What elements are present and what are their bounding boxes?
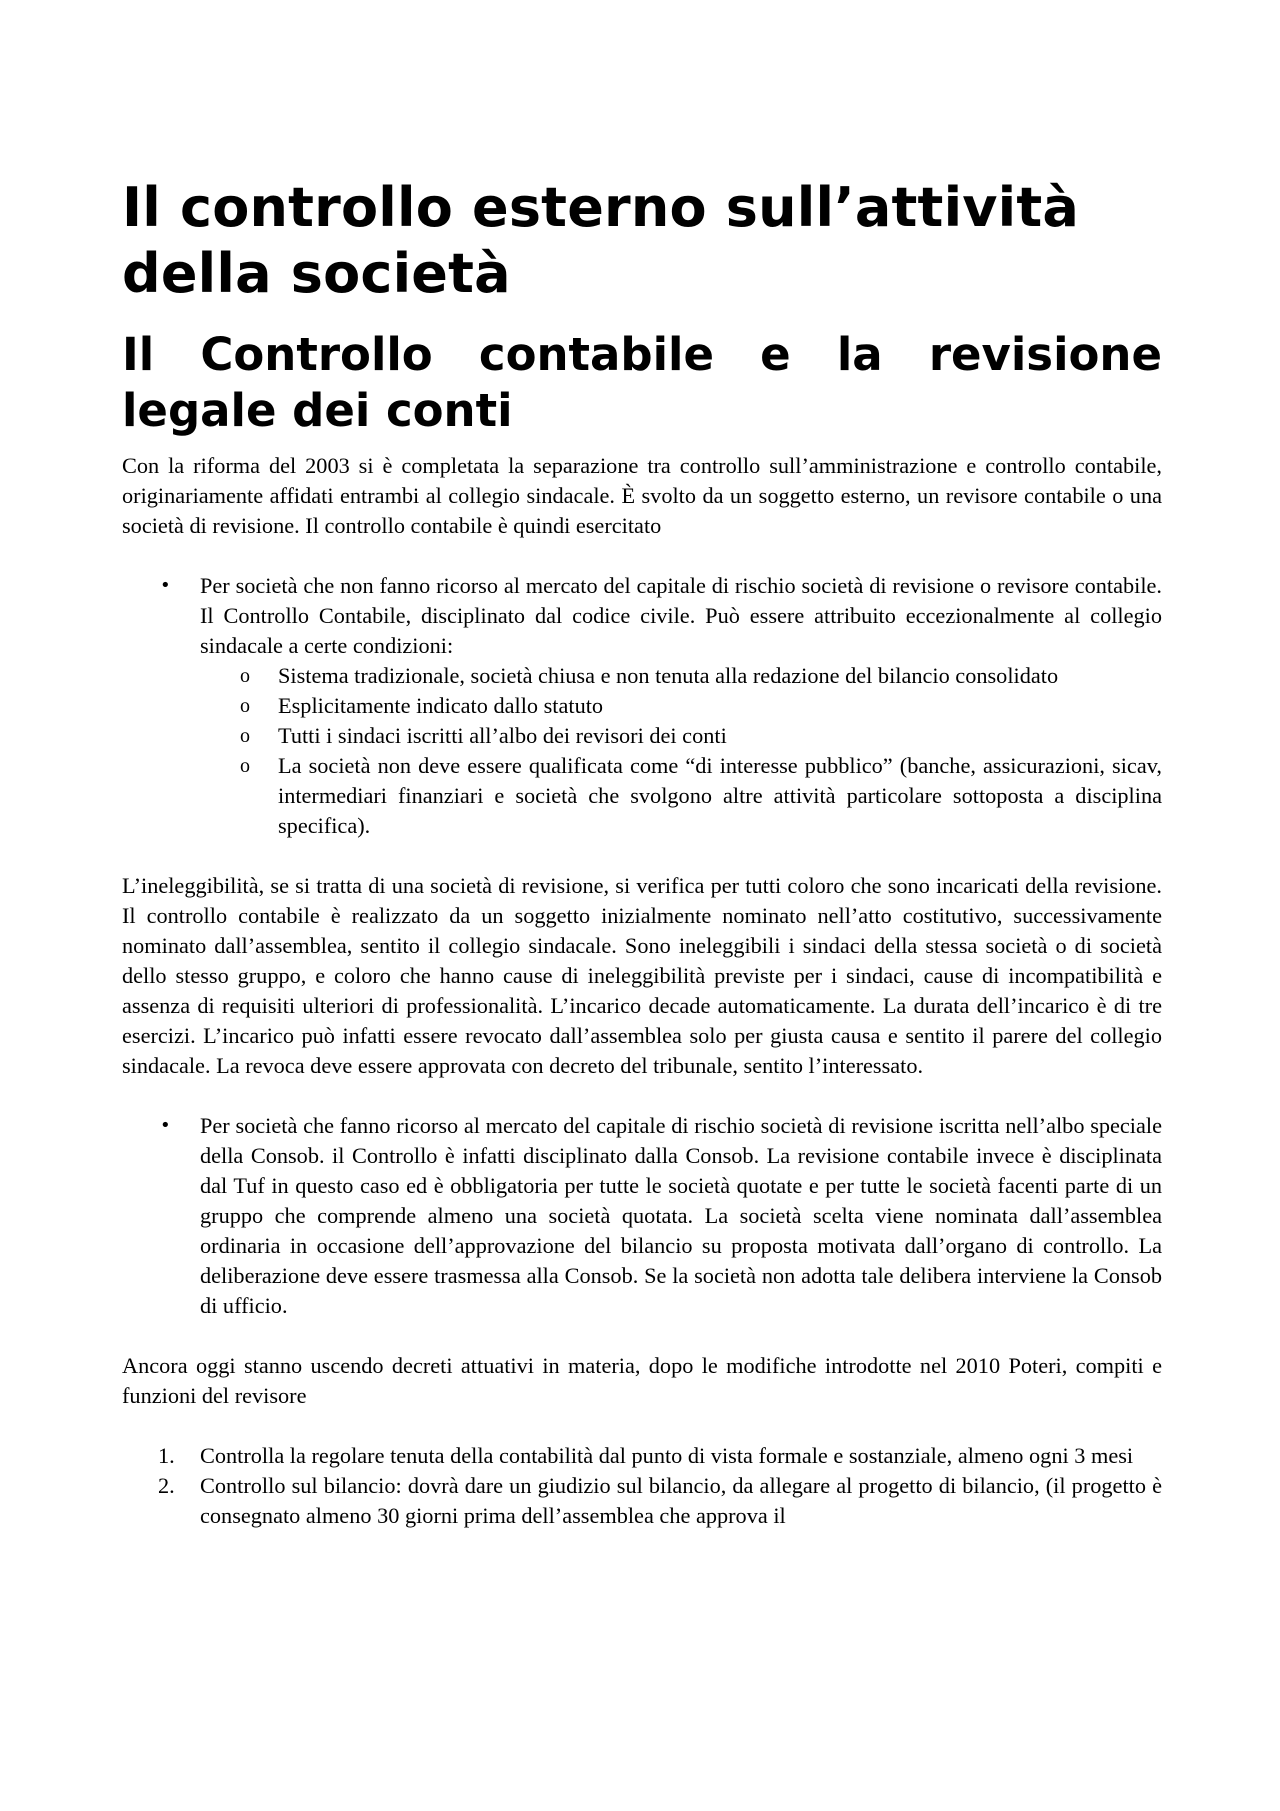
bullet-item: • Per società che fanno ricorso al mercato del capitale di rischio società di revisione iscritta nell’albo speciale della Consob. il Controllo è infatti disciplinato dalla Consob. La revisione contabile invece è disciplinata dal Tuf in questo caso ed è obbligatoria per tutte le società quotate e per tutte le società facenti parte di un gruppo che comprende almeno una società quotata. La società scelta viene nominata dall’assemblea ordinaria in occasione dell’approvazione del bilancio su proposta motivata dall’organo di controllo. La deliberazione deve essere trasmessa alla Consob. Se la società non adotta tale delibera interviene la Consob di ufficio.	[200, 1111, 1162, 1321]
document-page	[122, 175, 1162, 1531]
numbered-item	[158, 1471, 1162, 1531]
sub-item: o Esplicitamente indicato dallo statuto	[278, 691, 1162, 721]
bullet-list-1	[122, 571, 1162, 841]
body-paragraph: Ancora oggi stanno uscendo decreti attuativi in materia, dopo le modifiche introdotte nel 2010 Poteri, compiti e funzioni del revisore	[122, 1353, 1162, 1408]
bullet-text: Per società che non fanno ricorso al mercato del capitale di rischio società di revisione o revisore contabile. Il Controllo Contabile, disciplinato dal codice civile. Può essere attribuito eccezionalmente al collegio sindacale a certe condizioni:	[200, 573, 1162, 658]
section-heading: Il Controllo contabile e la revisione legale dei conti	[122, 328, 1162, 437]
item-text: Controllo sul bilancio: dovrà dare un giudizio sul bilancio, da allegare al progetto di bilancio, (il progetto è consegnato almeno 30 giorni prima dell’assemblea che approva il	[200, 1473, 1162, 1528]
sub-list	[200, 661, 1162, 841]
numbered-item	[158, 1441, 1162, 1471]
item-number: 1.	[158, 1443, 175, 1468]
sub-item: o Sistema tradizionale, società chiusa e non tenuta alla redazione del bilancio consolidato	[278, 661, 1162, 691]
sub-item: o Tutti i sindaci iscritti all’albo dei revisori dei conti	[278, 721, 1162, 751]
numbered-list	[122, 1441, 1162, 1531]
bullet-list-2	[122, 1111, 1162, 1321]
item-text: Controlla la regolare tenuta della contabilità dal punto di vista formale e sostanziale, almeno ogni 3 mesi	[200, 1443, 1134, 1468]
body-paragraph: L’ineleggibilità, se si tratta di una società di revisione, si verifica per tutti coloro che sono incaricati della revisione. Il controllo contabile è realizzato da un soggetto inizialmente nominato nell’atto costitutivo, successivamente nominato dall’assemblea, sentito il collegio sindacale. Sono ineleggibili i sindaci della stessa società o di società dello stesso gruppo, e coloro che hanno cause di ineleggibilità previste per i sindaci, cause di incompatibilità e assenza di requisiti ulteriori di professionalità. L’incarico decade automaticamente. La durata dell’incarico è di tre esercizi. L’incarico può infatti essere revocato dall’assemblea solo per giusta causa e sentito il parere del collegio sindacale. La revoca deve essere approvata con decreto del tribunale, sentito l’interessato.	[122, 873, 1162, 1078]
item-number: 2.	[158, 1473, 175, 1498]
sub-item: o La società non deve essere qualificata come “di interesse pubblico” (banche, assicurazioni, sicav, intermediari finanziari e società che svolgono altre attività particolare sottoposta a disciplina specifica).	[278, 751, 1162, 841]
intro-paragraph: Con la riforma del 2003 si è completata la separazione tra controllo sull’amministrazione e controllo contabile, originariamente affidati entrambi al collegio sindacale. È svolto da un soggetto esterno, un revisore contabile o una società di revisione. Il controllo contabile è quindi esercitato	[122, 453, 1162, 538]
bullet-item	[200, 571, 1162, 841]
document-title: Il controllo esterno sull’attività della società	[122, 176, 1080, 305]
